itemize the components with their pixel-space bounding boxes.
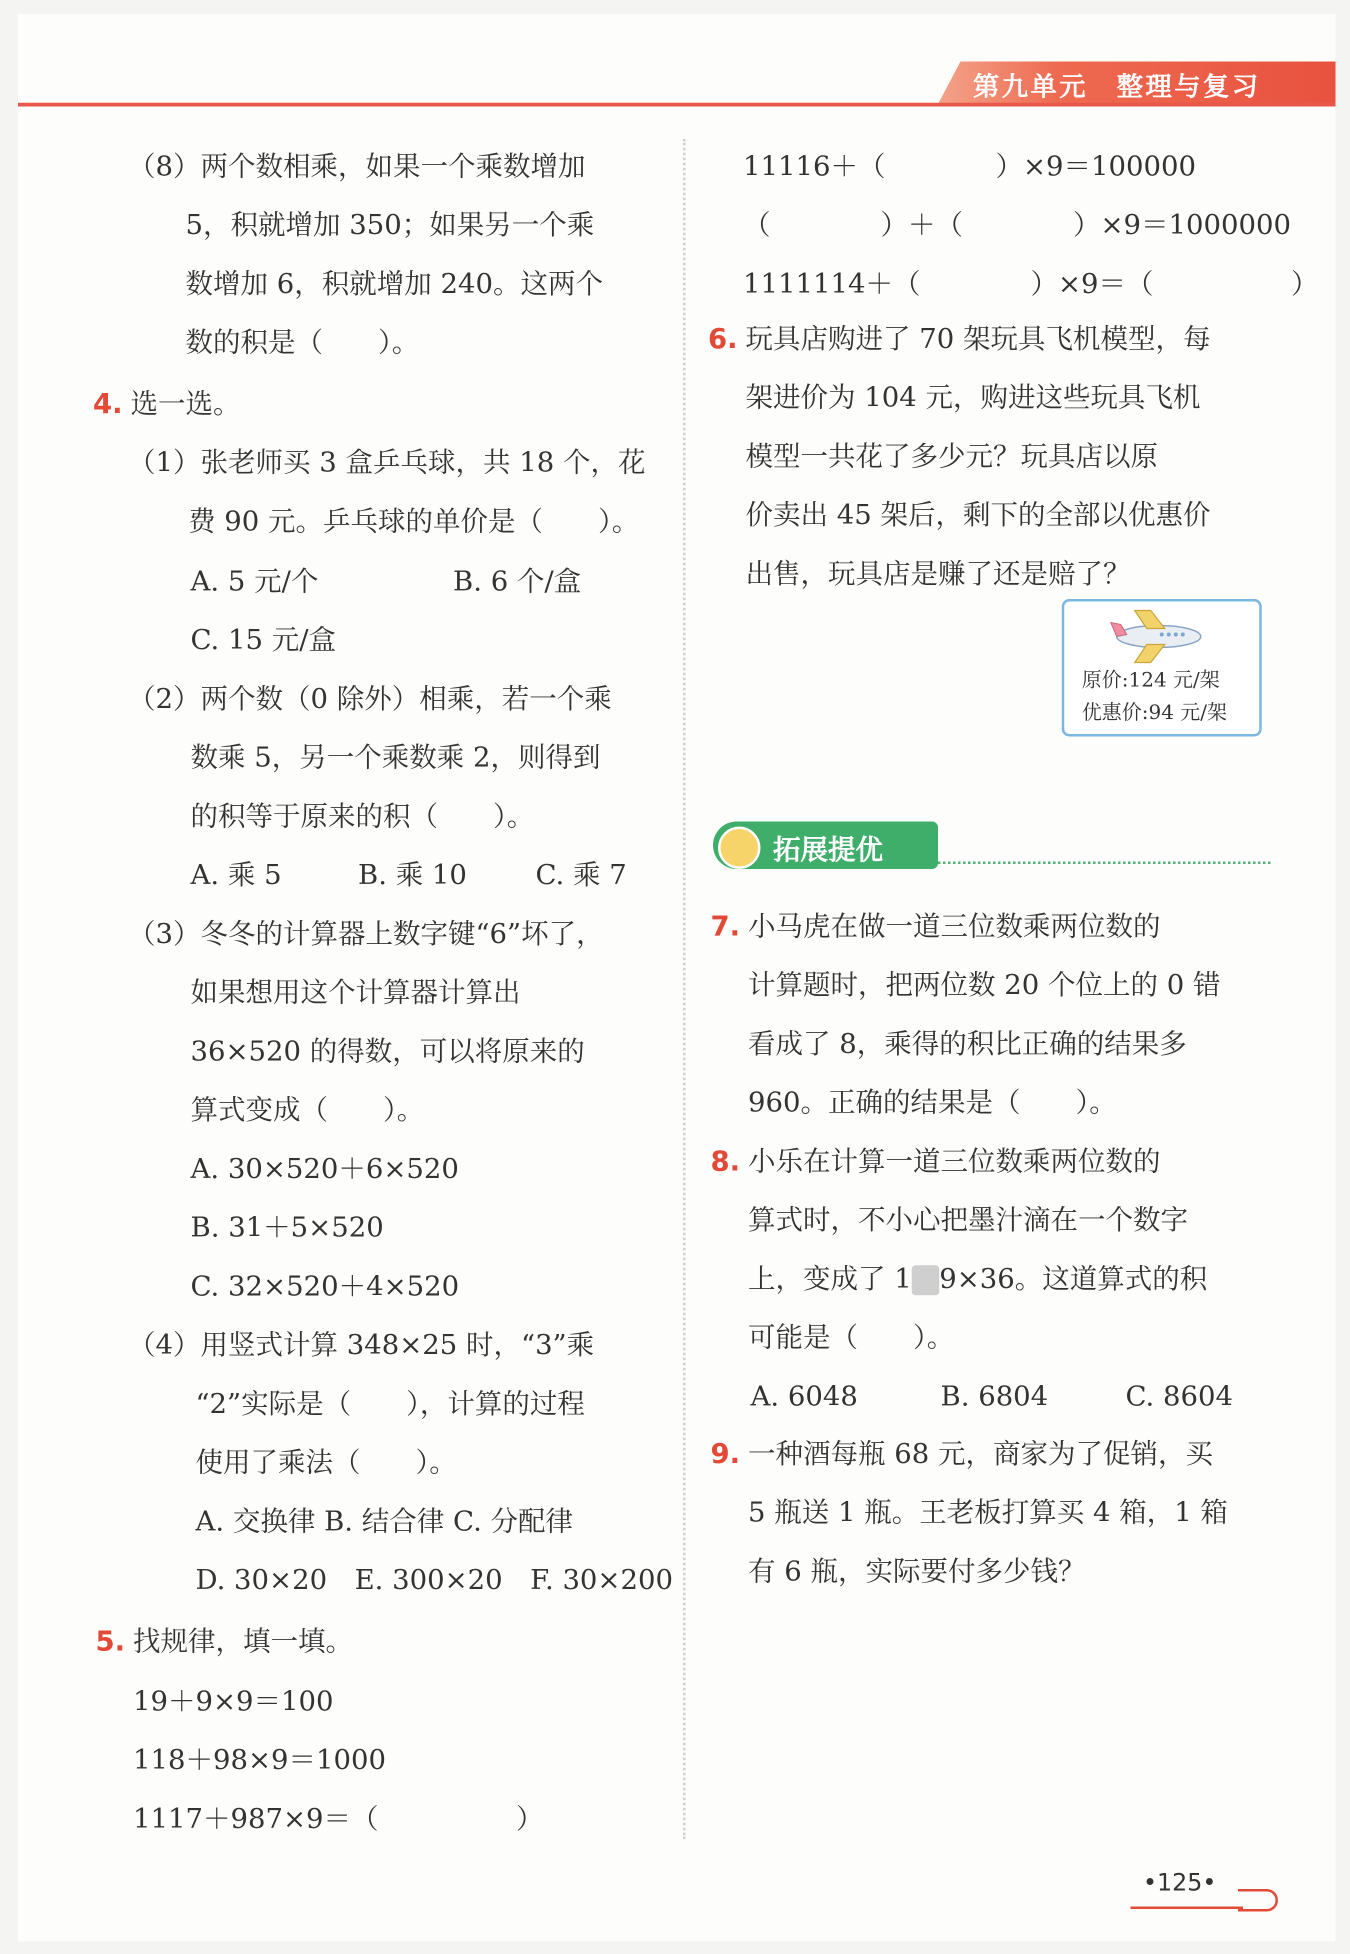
sale-price: 优惠价:94 元/架 — [1081, 700, 1228, 724]
page — [18, 14, 1336, 1942]
q5-title: 找规律，填一填。 — [133, 1626, 354, 1658]
q6-line: 玩具店购进了 70 架玩具飞机模型，每 — [745, 324, 1211, 356]
q4-1-line: 费 90 元。乒乓球的单价是（ ）。 — [188, 506, 640, 538]
q4-number: 4. — [93, 389, 123, 421]
q8-line: 小乐在计算一道三位数乘两位数的 — [748, 1146, 1161, 1178]
q3-8-line: （8）两个数相乘，如果一个乘数增加 — [128, 151, 586, 183]
q4-2-line: （2）两个数（0 除外）相乘，若一个乘 — [128, 684, 612, 716]
q8-line: 算式时，不小心把墨汁滴在一个数字 — [748, 1205, 1189, 1237]
q5-line: 19＋9×9＝100 — [133, 1686, 334, 1718]
q3-8-line: 5，积就增加 350；如果另一个乘 — [185, 210, 595, 242]
q4-4-line: （4）用竖式计算 348×25 时，“3”乘 — [128, 1330, 595, 1362]
footer-arrow-icon — [1238, 1889, 1278, 1912]
q7-number: 7. — [710, 911, 741, 943]
q6-line: 架进价为 104 元，购进这些玩具飞机 — [745, 382, 1201, 414]
q8-option: A. 6048 — [750, 1381, 858, 1413]
page-number: •125• — [1143, 1869, 1217, 1897]
q4-2-option: C. 乘 7 — [535, 860, 627, 892]
q8-option: C. 8604 — [1125, 1381, 1234, 1413]
q6-line: 价卖出 45 架后，剩下的全部以优惠价 — [745, 500, 1211, 532]
q4-3-option: B. 31＋5×520 — [190, 1212, 384, 1244]
q6-line: 出售，玩具店是赚了还是赔了？ — [745, 559, 1131, 591]
q4-1-option: C. 15 元/盒 — [190, 625, 337, 657]
column-divider — [683, 139, 686, 1839]
q4-2-option: A. 乘 5 — [190, 860, 282, 892]
airplane-icon — [1107, 607, 1207, 667]
q4-3-line: 算式变成（ ）。 — [190, 1095, 425, 1127]
q6-number: 6. — [708, 324, 738, 356]
q4-4-option: D. 30×20 E. 300×20 F. 30×200 — [195, 1565, 673, 1597]
q4-3-option: A. 30×520＋6×520 — [190, 1154, 459, 1186]
q7-line: 960。正确的结果是（ ）。 — [748, 1087, 1117, 1119]
q4-3-option: C. 32×520＋4×520 — [190, 1271, 460, 1303]
ink-blot — [912, 1265, 940, 1295]
q7-line: 小马虎在做一道三位数乘两位数的 — [748, 911, 1161, 943]
q4-3-line: 如果想用这个计算器计算出 — [190, 977, 521, 1009]
q4-3-line: 36×520 的得数，可以将原来的 — [190, 1036, 585, 1068]
header-title: 第九单元 整理与复习 — [973, 71, 1261, 102]
q4-title: 选一选。 — [130, 389, 241, 421]
header-rule — [18, 103, 1336, 107]
q4-4-option: A. 交换律 B. 结合律 C. 分配律 — [195, 1506, 574, 1538]
q9-line: 一种酒每瓶 68 元，商家为了促销，买 — [748, 1439, 1213, 1471]
q4-4-line: “2”实际是（ ），计算的过程 — [195, 1389, 585, 1421]
q7-line: 计算题时，把两位数 20 个位上的 0 错 — [748, 970, 1221, 1002]
q3-8-line: 数的积是（ ）。 — [185, 327, 420, 359]
q4-1-option: B. 6 个/盒 — [453, 566, 582, 598]
section-title: 拓展提优 — [773, 835, 884, 867]
q4-1-option: A. 5 元/个 — [190, 566, 319, 598]
q7-line: 看成了 8，乘得的积比正确的结果多 — [748, 1029, 1187, 1061]
q5-line: （ ）＋（ ）×9＝1000000 — [743, 210, 1292, 242]
q9-line: 5 瓶送 1 瓶。王老板打算买 4 箱，1 箱 — [748, 1497, 1228, 1529]
q4-4-line: 使用了乘法（ ）。 — [195, 1447, 457, 1479]
q8-option: B. 6804 — [940, 1381, 1049, 1413]
q8-number: 8. — [710, 1146, 741, 1178]
q8-line: 上，变成了 1 9×36。这道算式的积 — [748, 1264, 1208, 1296]
original-price: 原价:124 元/架 — [1081, 667, 1220, 692]
q4-2-line: 数乘 5，另一个乘数乘 2，则得到 — [190, 742, 601, 774]
q4-3-line: （3）冬冬的计算器上数字键“6”坏了， — [128, 919, 604, 951]
q9-number: 9. — [710, 1439, 741, 1471]
footer-rule — [1131, 1907, 1244, 1910]
price-card — [1062, 599, 1262, 737]
q5-line: 1117＋987×9＝（ ） — [133, 1804, 544, 1836]
q5-line: 1111114＋（ ）×9＝（ ） — [743, 269, 1319, 301]
trophy-icon — [718, 827, 761, 870]
q4-2-line: 的积等于原来的积（ ）。 — [190, 801, 535, 833]
q5-line: 11116＋（ ）×9＝100000 — [743, 151, 1197, 183]
q4-1-line: （1）张老师买 3 盒乒乓球，共 18 个，花 — [128, 447, 646, 479]
q4-2-option: B. 乘 10 — [358, 860, 467, 892]
q8-line: 可能是（ ）。 — [748, 1322, 955, 1354]
q6-line: 模型一共花了多少元？玩具店以原 — [745, 441, 1159, 473]
q5-line: 118＋98×9＝1000 — [133, 1745, 387, 1777]
section-rule — [938, 862, 1271, 865]
q9-line: 有 6 瓶，实际要付多少钱？ — [748, 1556, 1086, 1588]
q3-8-line: 数增加 6，积就增加 240。这两个 — [185, 269, 603, 301]
q5-number: 5. — [95, 1626, 126, 1658]
